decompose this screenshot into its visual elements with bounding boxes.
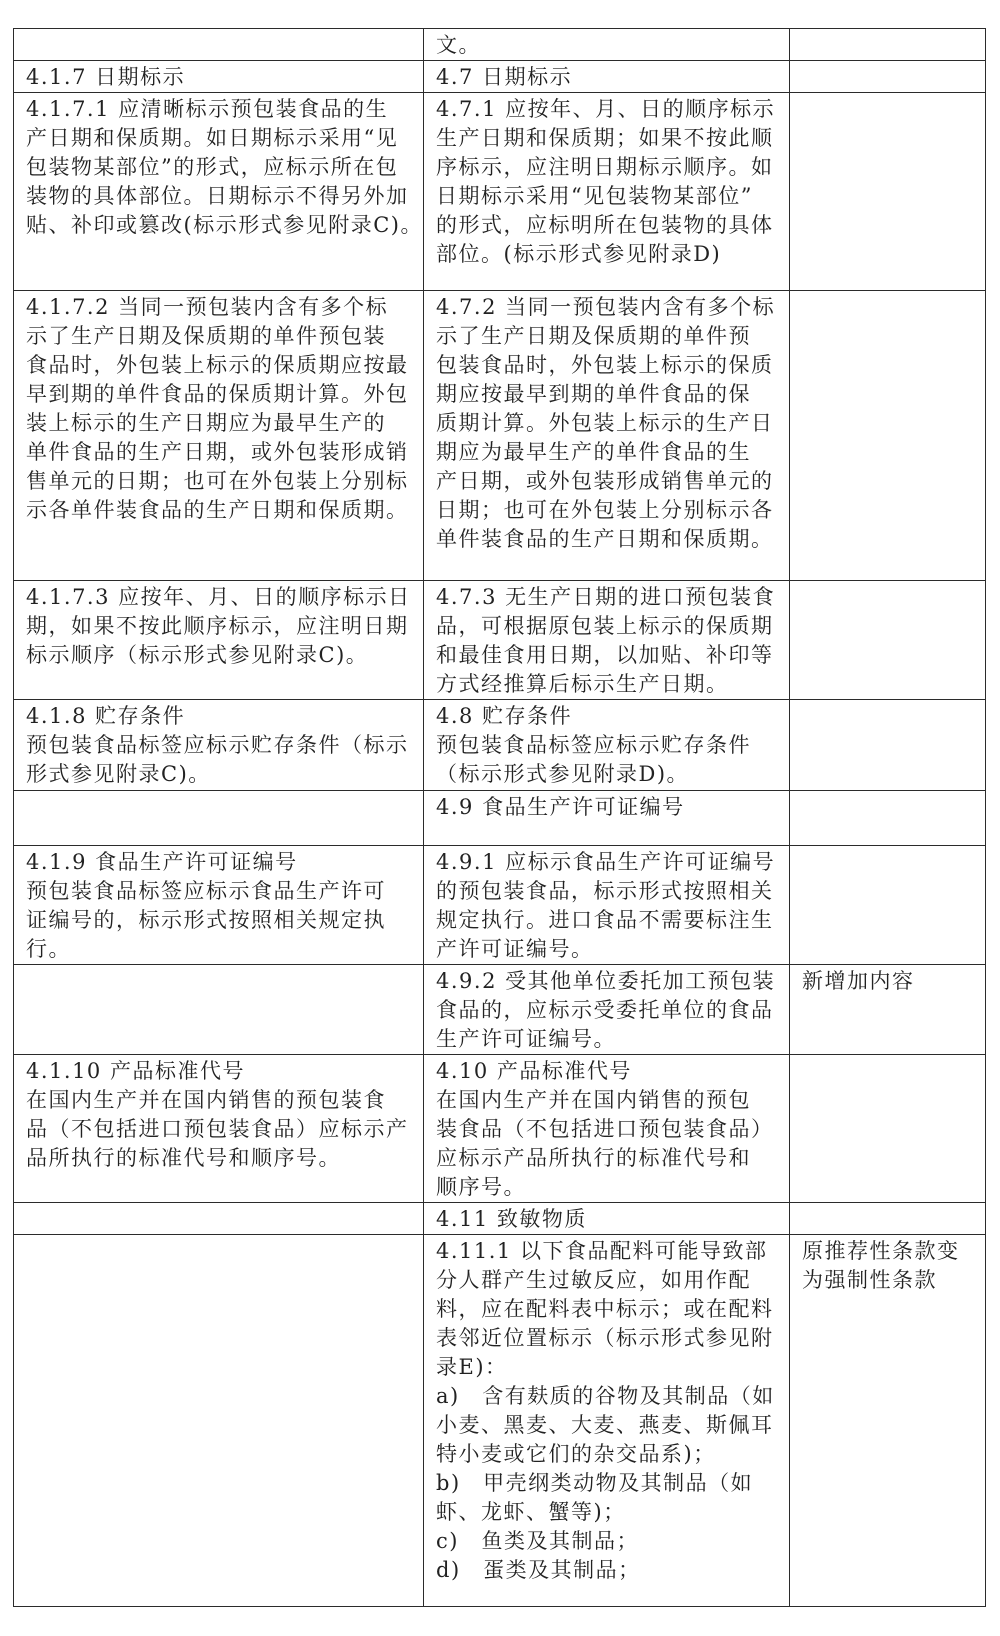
text-line: （标示形式参见附录D)。 — [436, 762, 690, 786]
text-line: 应标示产品所执行的标准代号和 — [436, 1146, 751, 1170]
text-line: 新增加内容 — [802, 969, 915, 993]
new-standard-cell — [424, 291, 790, 581]
old-standard-cell — [14, 291, 424, 581]
table-row — [14, 61, 986, 93]
text-line: a) 含有麸质的谷物及其制品（如 — [436, 1384, 775, 1408]
text-line: 4.1.9 食品生产许可证编号 — [26, 850, 298, 874]
text-line: 单件食品的生产日期，或外包装形成销 — [26, 440, 409, 464]
text-line: 4.9 食品生产许可证编号 — [436, 795, 685, 819]
text-line: 4.11 致敏物质 — [436, 1207, 587, 1231]
table-row — [14, 965, 986, 1055]
text-line: 的形式，应标明所在包装物的具体 — [436, 213, 774, 237]
text-line: 早到期的单件食品的保质期计算。外包 — [26, 382, 409, 406]
comparison-table-body — [14, 29, 986, 1607]
text-line: 在国内生产并在国内销售的预包 — [436, 1088, 751, 1112]
new-standard-cell — [424, 1055, 790, 1203]
text-line: 形式参见附录C)。 — [26, 762, 211, 786]
text-line: 料，应在配料表中标示；或在配料 — [436, 1297, 774, 1321]
old-standard-cell — [14, 846, 424, 965]
remark-cell — [790, 791, 986, 846]
remark-cell — [790, 61, 986, 93]
new-standard-cell — [424, 846, 790, 965]
text-line: 4.7.1 应按年、月、日的顺序标示 — [436, 97, 776, 121]
old-standard-cell — [14, 61, 424, 93]
text-line: 序标示，应注明日期标示顺序。如 — [436, 155, 774, 179]
text-line: 虾、龙虾、蟹等)； — [436, 1500, 626, 1524]
text-line: 分人群产生过敏反应，如用作配 — [436, 1268, 751, 1292]
text-line: 标示顺序（标示形式参见附录C)。 — [26, 643, 369, 667]
text-line: c) 鱼类及其制品； — [436, 1529, 639, 1553]
new-standard-cell — [424, 1235, 790, 1607]
new-standard-cell — [424, 61, 790, 93]
text-line: 规定执行。进口食品不需要标注生 — [436, 908, 774, 932]
remark-cell — [790, 29, 986, 61]
text-line: 预包装食品标签应标示贮存条件（标示 — [26, 733, 409, 757]
text-line: 4.11.1 以下食品配料可能导致部 — [436, 1239, 768, 1263]
text-line: 文。 — [436, 33, 481, 57]
remark-cell — [790, 700, 986, 791]
text-line: 和最佳食用日期，以加贴、补印等 — [436, 643, 774, 667]
text-line: 质期计算。外包装上标示的生产日 — [436, 411, 774, 435]
table-row — [14, 1055, 986, 1203]
text-line: d) 蛋类及其制品； — [436, 1558, 641, 1582]
table-row — [14, 291, 986, 581]
text-line: 的预包装食品，标示形式按照相关 — [436, 879, 774, 903]
text-line: 日期；也可在外包装上分别标示各 — [436, 498, 774, 522]
remark-cell — [790, 581, 986, 700]
text-line: 4.1.10 产品标准代号 — [26, 1059, 245, 1083]
text-line: 品（不包括进口预包装食品）应标示产 — [26, 1117, 409, 1141]
text-line: 生产许可证编号。 — [436, 1027, 616, 1051]
text-line: 在国内生产并在国内销售的预包装食 — [26, 1088, 386, 1112]
remark-cell — [790, 1055, 986, 1203]
text-line: 4.1.7.3 应按年、月、日的顺序标示日 — [26, 585, 411, 609]
text-line: 装上标示的生产日期应为最早生产的 — [26, 411, 386, 435]
text-line: 示了生产日期及保质期的单件预 — [436, 324, 751, 348]
old-standard-cell — [14, 93, 424, 291]
text-line: 售单元的日期；也可在外包装上分别标 — [26, 469, 409, 493]
new-standard-cell — [424, 581, 790, 700]
text-line: 食品的，应标示受委托单位的食品 — [436, 998, 774, 1022]
text-line: 期应按最早到期的单件食品的保 — [436, 382, 751, 406]
text-line: 4.7 日期标示 — [436, 65, 573, 89]
old-standard-cell — [14, 1055, 424, 1203]
new-standard-cell — [424, 791, 790, 846]
text-line: 期应为最早生产的单件食品的生 — [436, 440, 751, 464]
text-line: 小麦、黑麦、大麦、燕麦、斯佩耳 — [436, 1413, 774, 1437]
text-line: 4.7.3 无生产日期的进口预包装食 — [436, 585, 776, 609]
text-line: 4.8 贮存条件 — [436, 704, 573, 728]
remark-cell — [790, 1203, 986, 1235]
text-line: 单件装食品的生产日期和保质期。 — [436, 527, 774, 551]
text-line: 装食品（不包括进口预包装食品） — [436, 1117, 774, 1141]
text-line: 4.1.7.1 应清晰标示预包装食品的生 — [26, 97, 389, 121]
table-row — [14, 581, 986, 700]
old-standard-cell — [14, 700, 424, 791]
text-line: 品，可根据原包装上标示的保质期 — [436, 614, 774, 638]
text-line: 品所执行的标准代号和顺序号。 — [26, 1146, 341, 1170]
text-line: 包装食品时，外包装上标示的保质 — [436, 353, 774, 377]
text-line: 4.1.8 贮存条件 — [26, 704, 186, 728]
text-line: 包装物某部位”的形式，应标示所在包 — [26, 155, 399, 179]
old-standard-cell — [14, 29, 424, 61]
text-line: 为强制性条款 — [802, 1268, 937, 1292]
text-line: 部位。(标示形式参见附录D) — [436, 242, 722, 266]
text-line: 预包装食品标签应标示食品生产许可 — [26, 879, 386, 903]
text-line: 示各单件装食品的生产日期和保质期。 — [26, 498, 409, 522]
remark-cell — [790, 93, 986, 291]
remark-cell — [790, 1235, 986, 1607]
remark-cell — [790, 291, 986, 581]
text-line: 贴、补印或篡改(标示形式参见附录C)。 — [26, 213, 423, 237]
new-standard-cell — [424, 29, 790, 61]
new-standard-cell — [424, 965, 790, 1055]
text-line: 录E)： — [436, 1355, 508, 1379]
old-standard-cell — [14, 581, 424, 700]
remark-cell — [790, 965, 986, 1055]
table-row — [14, 791, 986, 846]
text-line: 证编号的，标示形式按照相关规定执 — [26, 908, 386, 932]
new-standard-cell — [424, 93, 790, 291]
text-line: 4.10 产品标准代号 — [436, 1059, 632, 1083]
text-line: 方式经推算后标示生产日期。 — [436, 672, 729, 696]
text-line: 顺序号。 — [436, 1175, 526, 1199]
old-standard-cell — [14, 1203, 424, 1235]
text-line: 原推荐性条款变 — [802, 1239, 960, 1263]
text-line: 日期标示采用“见包装物某部位” — [436, 184, 753, 208]
text-line: 特小麦或它们的杂交品系)； — [436, 1442, 716, 1466]
text-line: 装物的具体部位。日期标示不得另外加 — [26, 184, 409, 208]
table-row — [14, 700, 986, 791]
table-row — [14, 29, 986, 61]
text-line: 示了生产日期及保质期的单件预包装 — [26, 324, 386, 348]
text-line: 食品时，外包装上标示的保质期应按最 — [26, 353, 409, 377]
text-line: b) 甲壳纲类动物及其制品（如 — [436, 1471, 754, 1495]
remark-cell — [790, 846, 986, 965]
comparison-table — [13, 28, 986, 1607]
new-standard-cell — [424, 1203, 790, 1235]
text-line: 期，如果不按此顺序标示，应注明日期 — [26, 614, 409, 638]
text-line: 产许可证编号。 — [436, 937, 594, 961]
table-row — [14, 1203, 986, 1235]
text-line: 生产日期和保质期；如果不按此顺 — [436, 126, 774, 150]
table-row — [14, 93, 986, 291]
text-line: 预包装食品标签应标示贮存条件 — [436, 733, 751, 757]
text-line: 产日期和保质期。如日期标示采用“见 — [26, 126, 399, 150]
text-line: 行。 — [26, 937, 71, 961]
text-line: 4.7.2 当同一预包装内含有多个标 — [436, 295, 776, 319]
text-line: 表邻近位置标示（标示形式参见附 — [436, 1326, 774, 1350]
table-row — [14, 846, 986, 965]
old-standard-cell — [14, 965, 424, 1055]
text-line: 产日期，或外包装形成销售单元的 — [436, 469, 774, 493]
text-line: 4.9.1 应标示食品生产许可证编号 — [436, 850, 776, 874]
text-line: 4.1.7.2 当同一预包装内含有多个标 — [26, 295, 389, 319]
old-standard-cell — [14, 791, 424, 846]
new-standard-cell — [424, 700, 790, 791]
old-standard-cell — [14, 1235, 424, 1607]
table-row — [14, 1235, 986, 1607]
text-line: 4.9.2 受其他单位委托加工预包装 — [436, 969, 776, 993]
text-line: 4.1.7 日期标示 — [26, 65, 186, 89]
